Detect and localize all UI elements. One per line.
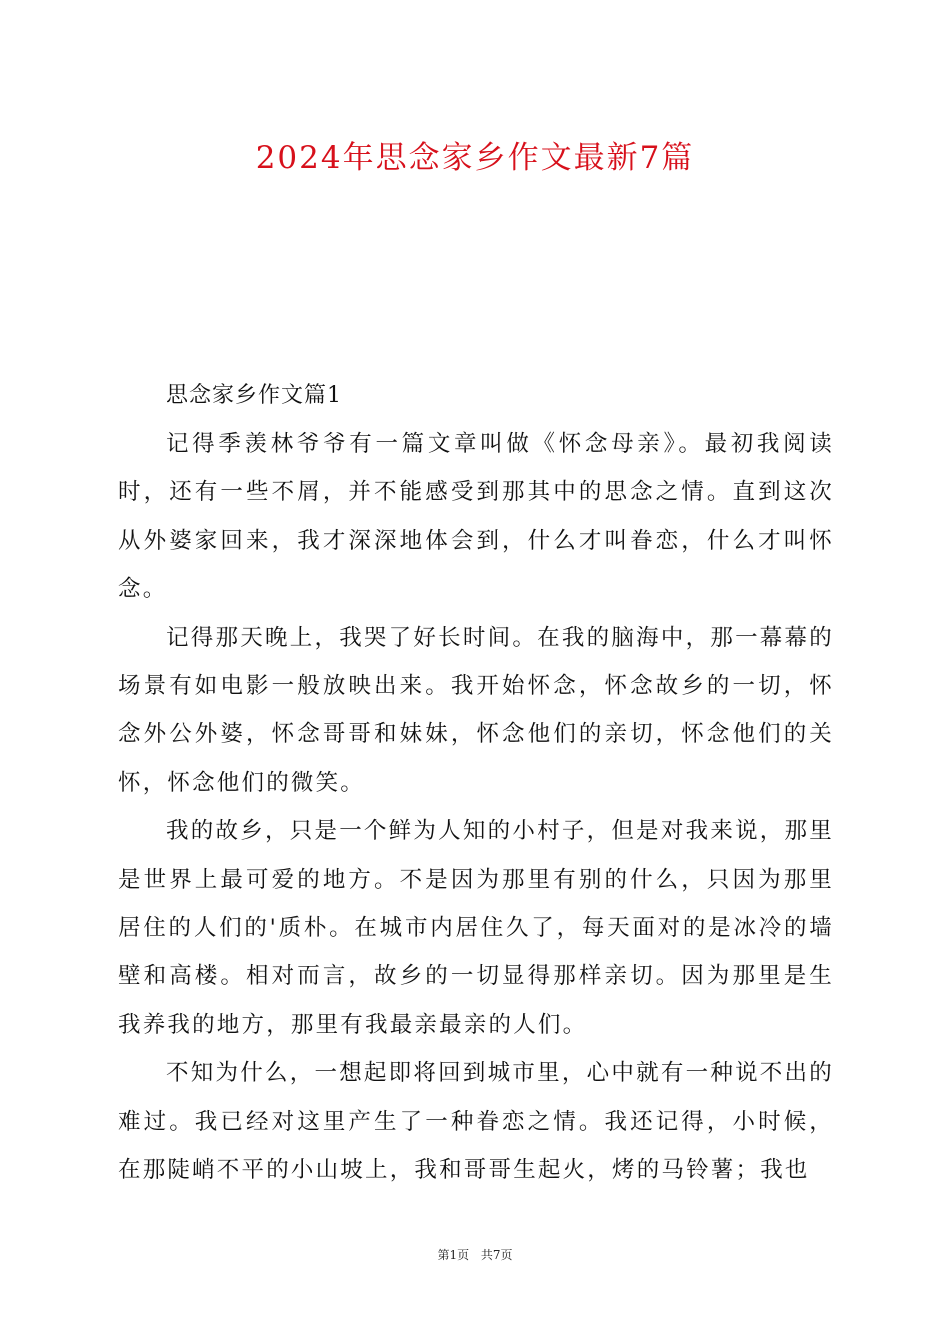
document-body [118, 372, 834, 1195]
page-number: 第1页 [437, 1248, 470, 1262]
page-total: 共7页 [480, 1248, 513, 1262]
section-heading: 思念家乡作文篇1 [166, 383, 342, 408]
paragraph-1: 记得季羡林爷爷有一篇文章叫做《怀念母亲》。最初我阅读时，还有一些不屑，并不能感受到那其中的思念之情。直到这次从外婆家回来，我才深深地体会到，什么才叫眷恋，什么才叫怀念。 [118, 431, 834, 603]
paragraph-2: 记得那天晚上，我哭了好长时间。在我的脑海中，那一幕幕的场景有如电影一般放映出来。我开始怀念，怀念故乡的一切，怀念外公外婆，怀念哥哥和妹妹，怀念他们的亲切，怀念他们的关怀，怀念他们的微笑。 [118, 624, 834, 796]
document-title: 2024年思念家乡作文最新7篇 [255, 140, 695, 176]
paragraph-3: 我的故乡，只是一个鲜为人知的小村子，但是对我来说，那里是世界上最可爱的地方。不是因为那里有别的什么，只因为那里居住的人们的'质朴。在城市内居住久了，每天面对的是冰冷的墙壁和高楼。相对而言，故乡的一切显得那样亲切。因为那里是生我养我的地方，那里有我最亲最亲的人们。 [118, 818, 834, 1038]
paragraph-4: 不知为什么，一想起即将回到城市里，心中就有一种说不出的难过。我已经对这里产生了一种眷恋之情。我还记得，小时候，在那陡峭不平的小山坡上，我和哥哥生起火，烤的马铃薯；我也 [118, 1060, 834, 1184]
page-footer [0, 1246, 950, 1263]
